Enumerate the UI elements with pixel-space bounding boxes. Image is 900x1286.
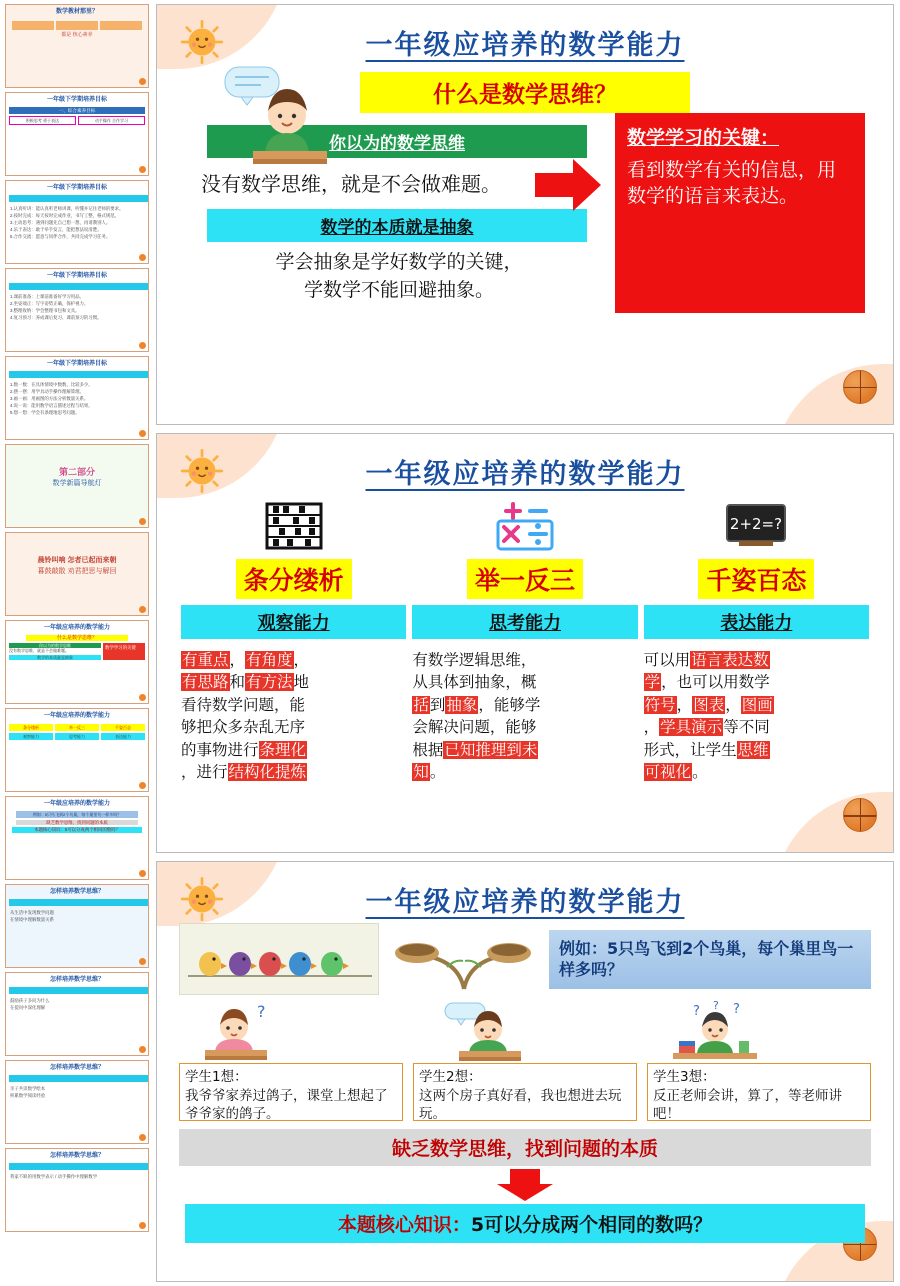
page-number-badge	[139, 518, 146, 525]
thumbnail-line: 5.合作交流：愿意与同伴合作，共同完成学习任务。	[10, 233, 111, 239]
list-item[interactable]	[5, 268, 149, 352]
ability-name: 观察能力	[181, 605, 406, 639]
thumbnail-title: 怎样培养数学思维？	[49, 1153, 104, 1159]
student-thought-box	[413, 1063, 637, 1121]
page-number-badge	[139, 606, 146, 613]
key-point-body: 看到数学有关的信息，用数学的语言来表达。	[627, 159, 837, 207]
list-item[interactable]	[5, 1148, 149, 1232]
student-illustration	[413, 1001, 637, 1063]
thumbnail-line: 数学的本质就是抽象	[9, 655, 101, 660]
thumbnail-title: 数学教材那里？	[55, 9, 98, 15]
core-knowledge-label: 本题核心知识：	[337, 1214, 471, 1237]
thumbnail-line: 2.坐姿端正：写字姿势正确，保护视力。	[10, 301, 89, 307]
student-label: 学生1想：	[185, 1069, 248, 1086]
list-item[interactable]	[5, 356, 149, 440]
thumbnail-line: 思考能力	[55, 733, 99, 740]
key-point-card	[615, 113, 865, 313]
student-thought-box	[647, 1063, 871, 1121]
thumbnail-subtitle	[9, 1075, 149, 1083]
thumbnail-line: 2.按时完成：每天按时完成作业，书写工整，格式规范。	[10, 213, 120, 219]
slide-thumbnail-sidebar[interactable]	[0, 0, 152, 1286]
slide-column	[152, 0, 900, 1286]
thumbnail-title: 一年级下学期培养目标	[46, 361, 107, 367]
list-item[interactable]	[5, 92, 149, 176]
thumbnail-line: 3.主动思考：遇到问题先自己想一想，再请教别人。	[10, 220, 111, 226]
list-item[interactable]	[5, 4, 149, 88]
page-number-badge	[139, 430, 146, 437]
thumbnail-line: 表达能力	[101, 733, 145, 740]
question-highlight: 什么是数学思维？	[360, 72, 690, 113]
thumbnail-line: 数学学习的关键	[103, 643, 145, 660]
core-knowledge-bar	[185, 1204, 865, 1243]
ability-column-observation	[181, 497, 406, 784]
list-item[interactable]	[5, 1060, 149, 1144]
thumbnail-subtitle: 例如：5只鸟飞到2个鸟巢，每个巢里鸟一样多吗？	[16, 811, 138, 818]
thumbnail-subtitle	[9, 987, 149, 995]
svg-text:?: ?	[257, 1002, 266, 1022]
student-thought: 我爷爷家养过鸽子，课堂上想起了爷爷家的鸽子。	[185, 1087, 388, 1122]
thumbnail-subtitle: 暮鼓敲散 劝君把思与解回	[37, 567, 117, 575]
thumbnail-line: 积累数学阅读经验	[10, 1093, 46, 1099]
page-title: 一年级应培养的数学能力	[365, 458, 685, 490]
student-illustration	[179, 1001, 403, 1063]
right-arrow-icon	[533, 155, 603, 215]
page-number-badge	[139, 1134, 146, 1141]
body-text: 学会抽象是学好数学的关键，	[275, 251, 523, 273]
student-illustration	[217, 61, 337, 171]
thumbnail-line: 在提问中深化理解	[10, 1005, 46, 1011]
thumbnail-cell: 动手操作 合作学习	[78, 116, 145, 125]
ability-description: 有数学逻辑思维， 从具体到抽象，概 括到抽象，能够学 会解决问题，能够 根据已知推理到未 知。	[412, 650, 541, 782]
ability-column-expression	[644, 497, 869, 784]
thumbnail-title: 一年级下学期培养目标	[46, 273, 107, 279]
page-number-badge	[139, 1046, 146, 1053]
list-item[interactable]	[5, 444, 149, 528]
page-number-badge	[139, 78, 146, 85]
thumbnail-subtitle	[9, 371, 149, 379]
thumbnail-cell: 积极思考 勇于表达	[9, 116, 76, 125]
slide-3[interactable]	[156, 861, 894, 1282]
page-number-badge	[139, 166, 146, 173]
thumbnail-subtitle: 都是 核心素养	[61, 31, 93, 38]
basketball-icon	[843, 370, 877, 404]
section-header-cyan: 数学的本质就是抽象	[207, 209, 587, 242]
summary-bar: 缺乏数学思维，找到问题的本质	[179, 1129, 871, 1166]
page-number-badge	[139, 254, 146, 261]
thumbnail-title: 一年级下学期培养目标	[46, 185, 107, 191]
student-illustration	[647, 1001, 871, 1063]
ability-name: 表达能力	[644, 605, 869, 639]
thumbnail-line: 你以为的数学思维	[9, 643, 101, 648]
decorative-corner-shape	[773, 792, 894, 853]
thumbnail-line: 观察能力	[9, 733, 53, 740]
list-item[interactable]	[5, 884, 149, 968]
svg-text:2+2=?: 2+2=?	[730, 514, 783, 533]
ability-keyword: 条分缕析	[236, 559, 352, 599]
thumbnail-line: 没有数学思维，就是不会做难题。	[9, 647, 69, 653]
thumbnail-line: 在情境中理解数量关系	[10, 917, 54, 923]
ability-column-thinking	[412, 497, 637, 784]
down-arrow-icon	[496, 1168, 554, 1202]
slide-2[interactable]	[156, 433, 894, 854]
ability-keyword: 举一反三	[467, 559, 583, 599]
thumbnail-line: 4.复习预习：养成课后复习、课前预习的习惯。	[10, 314, 102, 320]
slide-3-content	[157, 919, 893, 1243]
svg-text:?: ?	[733, 1002, 740, 1018]
thumbnail-title: 一年级应培养的数学能力	[43, 713, 110, 719]
ability-keyword: 千姿百态	[698, 559, 814, 599]
abilities-grid	[157, 491, 893, 784]
blackboard-icon	[644, 497, 869, 555]
student-label: 学生2想：	[419, 1069, 482, 1086]
thumbnail-line: 4.乐于表达：敢于举手发言，能把想法说清楚。	[10, 226, 102, 232]
body-text: 学数学不能回避抽象。	[303, 278, 494, 301]
body-text: 没有数学思维，就是不会做难题。	[201, 172, 501, 196]
page-number-badge	[139, 870, 146, 877]
thumbnail-subtitle	[9, 195, 149, 203]
page-title: 一年级应培养的数学能力	[365, 30, 685, 61]
slide-1[interactable]	[156, 4, 894, 425]
svg-text:?: ?	[713, 1001, 719, 1013]
key-point-title: 数学学习的关键：	[627, 127, 780, 149]
thumbnail-line: 1.数一数：在具体情境中数数、比较多少。	[10, 382, 93, 388]
thumbnail-title: 怎样培养数学思维？	[49, 977, 104, 983]
decorative-corner-shape	[773, 364, 894, 425]
thumbnail-line: 3.整理收纳：学会整理书包和文具。	[10, 308, 80, 314]
ability-description: 可以用语言表达数 学，也可以用数学 符号，图表，图画 ，学具演示等不同 形式，让学生思维 可视化。	[643, 650, 773, 782]
thumbnail-line: 亲子共读数学绘本	[10, 1086, 46, 1092]
thumbnail-line: 缺乏数学思维，找到问题的本质	[16, 820, 138, 826]
student-thought: 反正老师会讲，算了，等老师讲吧！	[653, 1087, 842, 1122]
student-thought: 这两个房子真好看，我也想进去玩玩。	[419, 1087, 622, 1122]
thumbnail-subtitle	[9, 283, 149, 291]
thumbnail-line: 从生活中发现数学问题	[10, 910, 54, 916]
thumbnail-title: 怎样培养数学思维？	[49, 889, 104, 895]
abacus-icon	[181, 497, 406, 555]
thumbnail-title: 晨铃叫响 怎者已起而来朝	[37, 557, 117, 564]
birds-illustration	[179, 923, 379, 995]
calculator-icon	[412, 497, 637, 555]
thumbnail-line: 我家不缺的用数学表示 / 动手操作中理解数学	[10, 1174, 98, 1180]
svg-text:?: ?	[693, 1004, 700, 1020]
list-item[interactable]	[5, 796, 149, 880]
thumbnail-title: 一年级应培养的数学能力	[43, 625, 110, 631]
student-2	[413, 1001, 637, 1121]
ability-description: 有重点，有角度， 有思路和有方法地 看待数学问题，能 够把众多杂乱无序 的事物进行条理化 ，进行结构化提炼	[181, 650, 310, 782]
thumbnail-line: 4.说一说：能用数学语言描述过程与结果。	[10, 402, 93, 408]
list-item[interactable]	[5, 180, 149, 264]
thumbnail-line: 本题核心知识：5可以分成两个相同的数吗？	[12, 827, 142, 833]
page-number-badge	[139, 958, 146, 965]
thumbnail-subtitle: 什么是数学思维？	[26, 635, 128, 641]
students-row	[179, 1001, 871, 1121]
list-item[interactable]	[5, 972, 149, 1056]
thumbnail-title: 第二部分	[58, 467, 95, 477]
page-number-badge	[139, 694, 146, 701]
section-header-green: 你以为的数学思维	[207, 125, 587, 158]
page-number-badge	[139, 342, 146, 349]
list-item[interactable]	[5, 620, 149, 704]
page-number-badge	[139, 782, 146, 789]
ability-name: 思考能力	[412, 605, 637, 639]
thumbnail-title: 一年级下学期培养目标	[46, 97, 107, 103]
thumbnail-subtitle	[9, 1163, 149, 1171]
thumbnail-title: 一年级应培养的数学能力	[43, 801, 110, 807]
list-item[interactable]	[5, 532, 149, 616]
thumbnail-line: 5.想一想：学会有条理地思考问题。	[10, 409, 80, 415]
thumbnail-line: 1.认真听讲：能认真听老师讲课，听懂并记住老师的要求。	[10, 206, 124, 212]
list-item[interactable]: 一年级应培养的数学能力 条分缕析 举一反三 千姿百态 观察能力 思考能力 表达能力	[5, 708, 149, 792]
thumbnail-subtitle	[9, 899, 149, 907]
student-label: 学生3想：	[653, 1069, 716, 1086]
student-3	[647, 1001, 871, 1121]
thumbnail-subtitle: 数学新篇导航灯	[52, 480, 102, 488]
student-thought-box	[179, 1063, 403, 1121]
page-title: 一年级应培养的数学能力	[365, 887, 685, 919]
example-question: 例如：5只鸟飞到2个鸟巢，每个巢里鸟一样多吗？	[549, 930, 871, 989]
student-1	[179, 1001, 403, 1121]
thumbnail-subtitle: 一、综合素养目标	[9, 107, 145, 115]
thumbnail-line: 鼓励孩子多问为什么	[10, 998, 50, 1004]
nest-illustration	[389, 923, 539, 995]
thumbnail-title: 怎样培养数学思维？	[49, 1065, 104, 1071]
thumbnail-line: 1.课前准备：上课前准备好学习用品。	[10, 294, 84, 300]
thumbnail-line: 2.摆一摆：用学具动手操作理解算理。	[10, 389, 84, 395]
thumbnail-line: 3.画一画：用画图的方法分析数量关系。	[10, 396, 89, 402]
page-number-badge	[139, 1222, 146, 1229]
core-knowledge-question: 5可以分成两个相同的数吗？	[470, 1214, 713, 1237]
